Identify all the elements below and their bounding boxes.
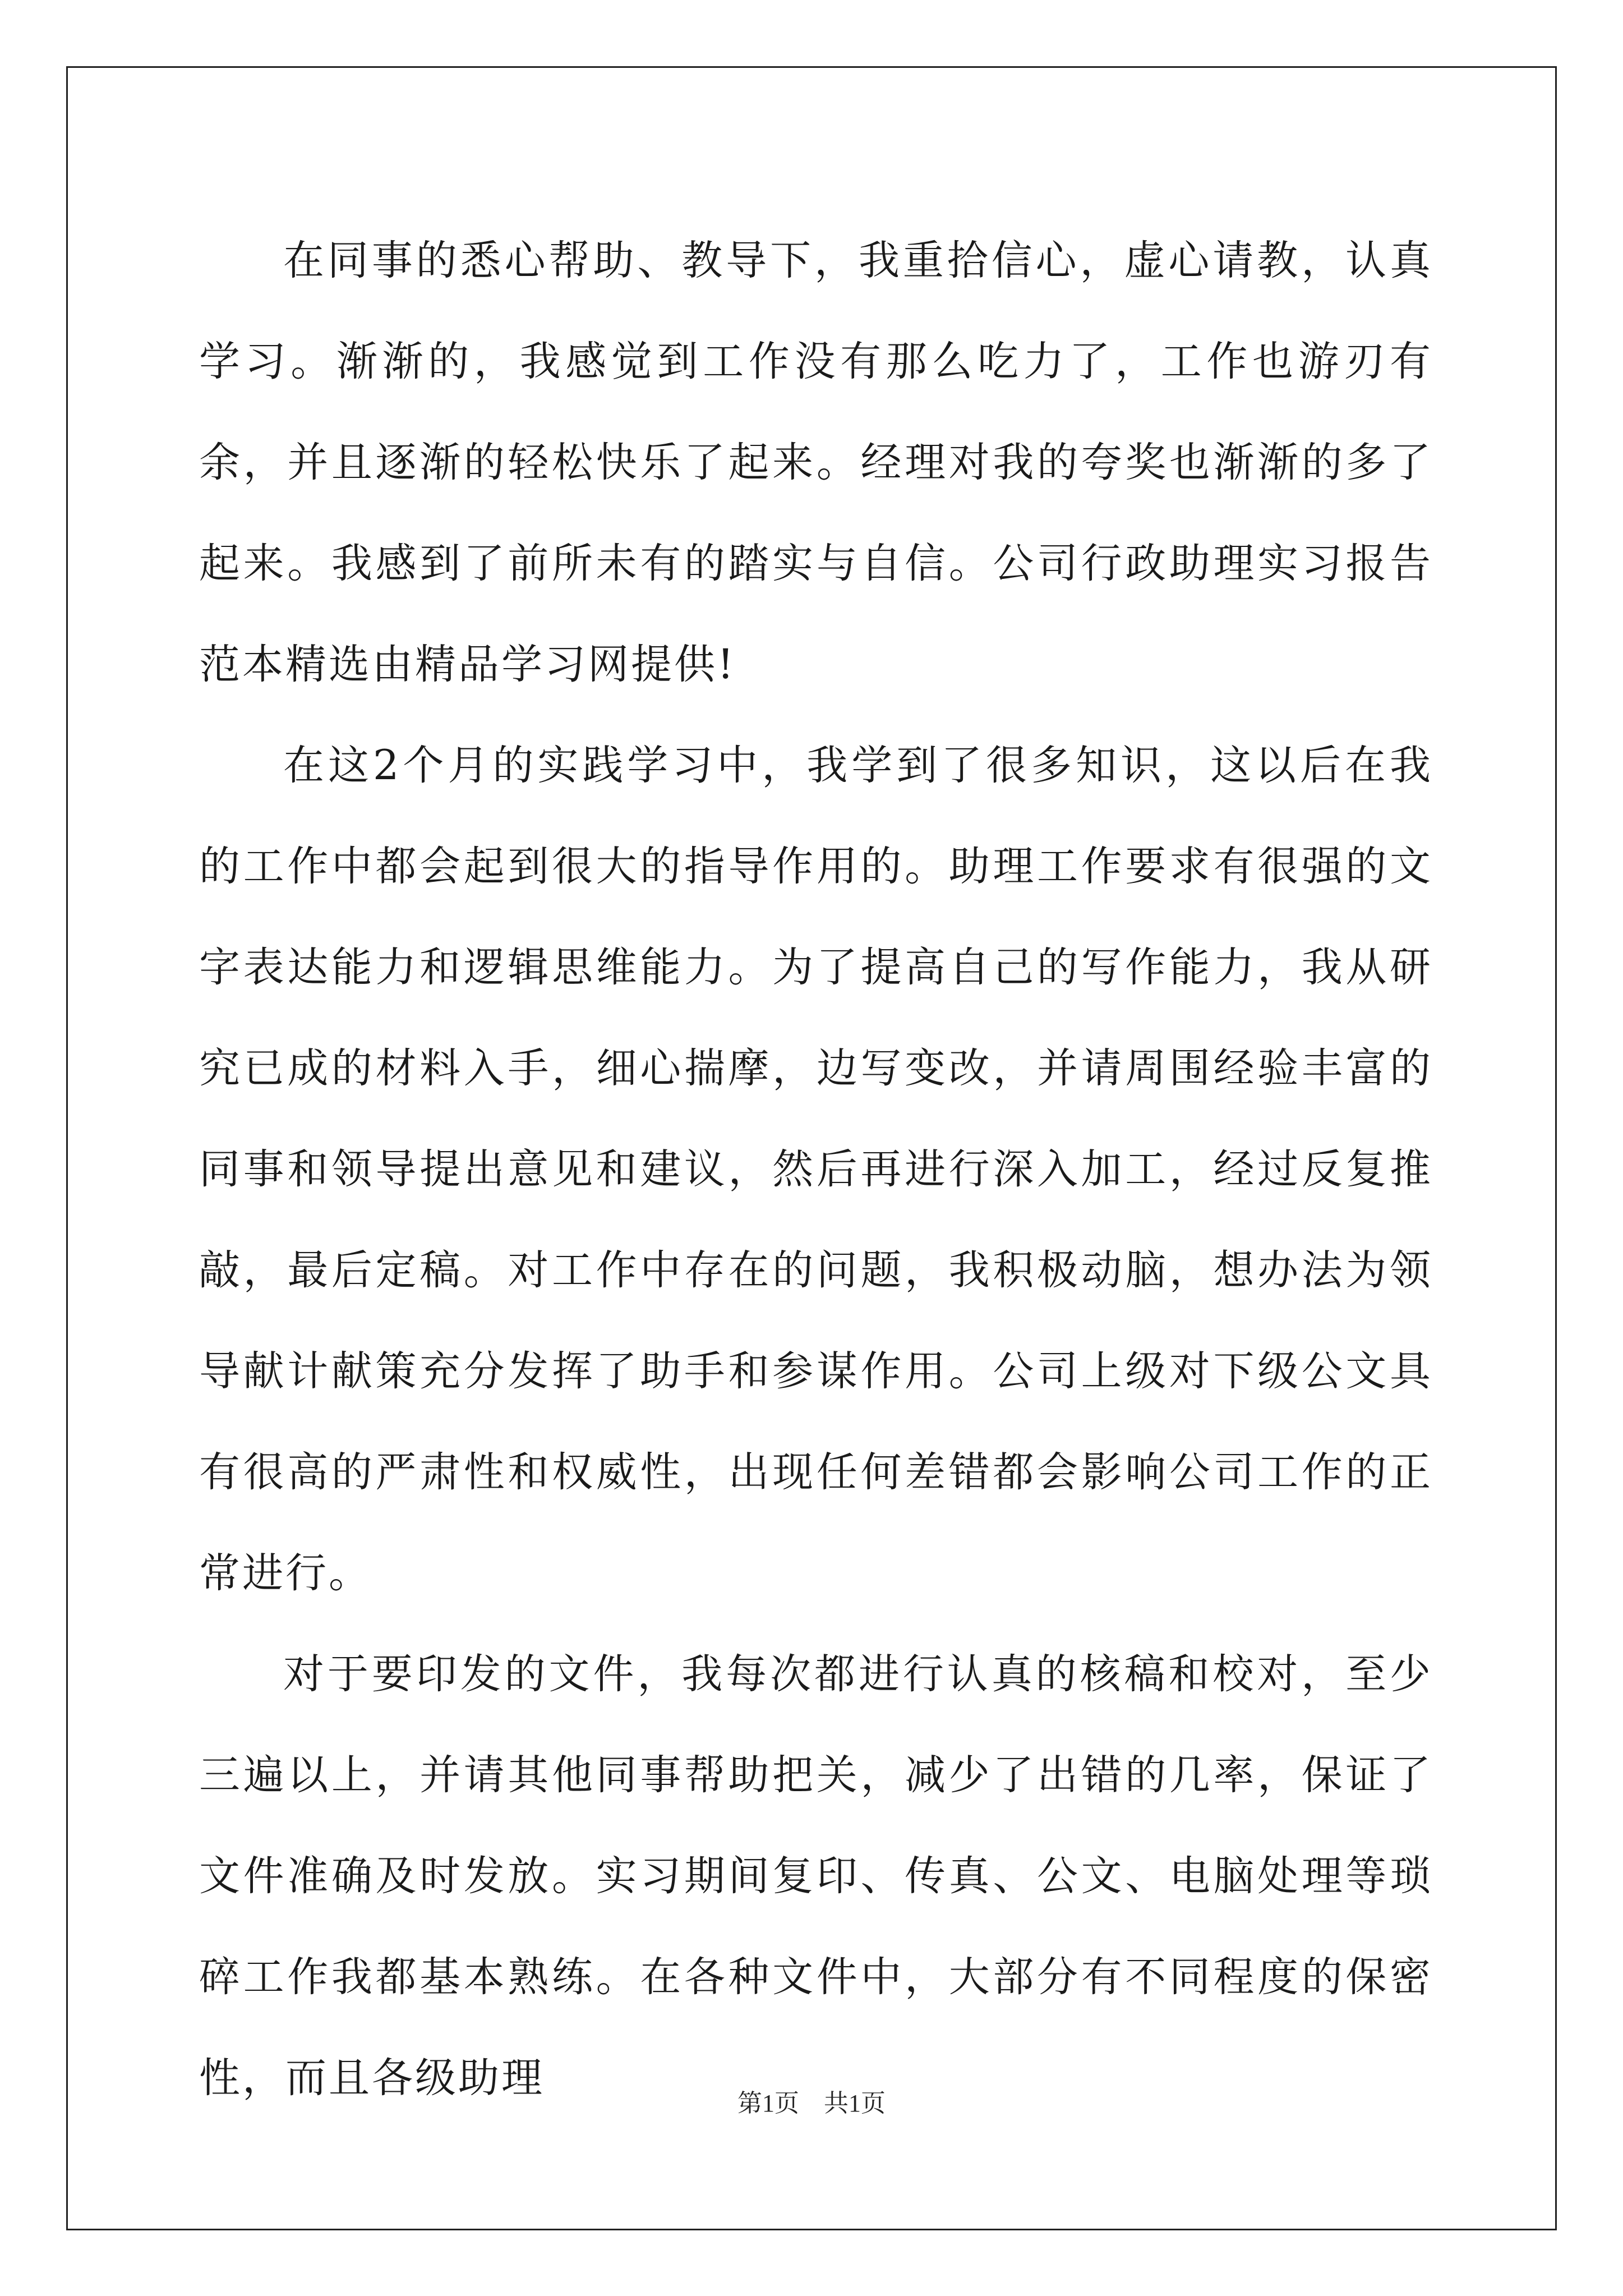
paragraph-2: 在这2个月的实践学习中，我学到了很多知识，这以后在我的工作中都会起到很大的指导作用的。助理工作要求有很强的文字表达能力和逻辑思维能力。为了提高自己的写作能力，我从研究已成的材料入手，细心揣摩，边写变改，并请周围经验丰富的同事和领导提出意见和建议，然后再进行深入加工，经过反复推敲，最后定稿。对工作中存在的问题，我积极动脑，想办法为领导献计献策充分发挥了助手和参谋作用。公司上级对下级公文具有很高的严肃性和权威性，出现任何差错都会影响公司工作的正常进行。	[199, 742, 1433, 1597]
page-footer: 第1页 共1页	[737, 2090, 886, 2117]
document-body	[199, 210, 1433, 2129]
paragraph-1: 在同事的悉心帮助、教导下，我重拾信心，虚心请教，认真学习。渐渐的，我感觉到工作没有那么吃力了，工作也游刃有余，并且逐渐的轻松快乐了起来。经理对我的夸奖也渐渐的多了起来。我感到了前所未有的踏实与自信。公司行政助理实习报告范本精选由精品学习网提供!	[199, 237, 1433, 688]
paragraph-3: 对于要印发的文件，我每次都进行认真的核稿和校对，至少三遍以上，并请其他同事帮助把关，减少了出错的几率，保证了文件准确及时发放。实习期间复印、传真、公文、电脑处理等琐碎工作我都基本熟练。在各种文件中，大部分有不同程度的保密性，而且各级助理	[199, 1650, 1433, 2102]
